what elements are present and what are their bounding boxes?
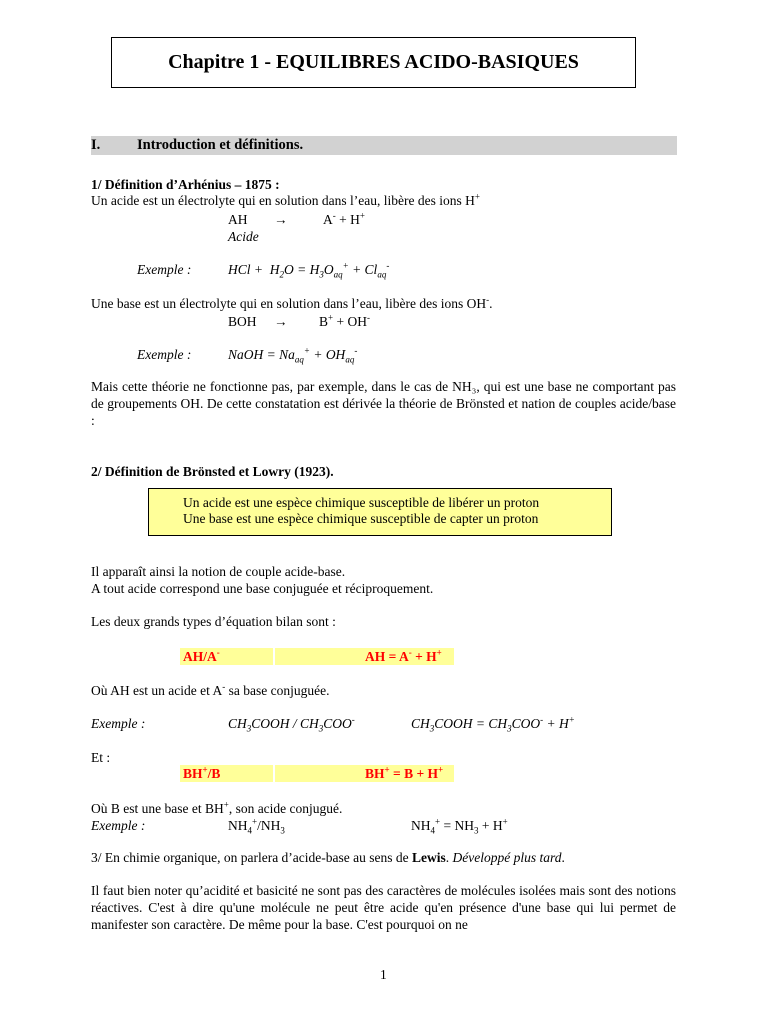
ammonium-equation: $NH_4^+ = NH_3 + H^+$ [411,816,508,836]
equation-types-intro: Les deux grands types d’équation bilan sont : [91,614,336,629]
type2-note: Où B est une base et BH+, son acide conjugué. [91,799,343,816]
example-label-3: Exemple : [91,716,146,731]
acid-label: Acide [228,229,259,244]
chapter-title: Chapitre 1 - EQUILIBRES ACIDO-BASIQUES [168,51,579,73]
closing-paragraph: Il faut bien noter qu’acidité et basicité ne sont pas des caractères de molécules isolées mais sont des notions réactives. C'est à dire qu'une molécule ne peut être acide qu'en présence d'une base qui lui permet de manifester son caractère. De même pour la base. C'est pourquoi on ne [91,883,676,932]
acid-equation-left: AH [228,212,248,227]
example-label-2: Exemple : [137,347,192,362]
type1-couple: AH/A- [183,647,220,664]
section-number: I. [91,137,101,153]
arrhenius-heading: 1/ Définition d’Arhénius – 1875 : [91,177,280,192]
base-equation-left: BOH [228,314,257,329]
example-label-4: Exemple : [91,818,146,833]
example-naoh-equation: NaOH = $Na_{aq}^+ + OH_{aq}^-$ [228,345,358,365]
arrow-icon: → [274,314,288,329]
et-label: Et : [91,750,111,765]
acetic-couple: $CH_3COOH / CH_3COO^-$ [228,714,355,734]
section-title: Introduction et définitions. [137,137,304,153]
type1-note: Où AH est un acide et A- sa base conjuguée. [91,681,330,698]
page-number: 1 [380,967,387,982]
base-equation-right: B+ + OH- [319,312,370,329]
couple-notion-line: Il apparaît ainsi la notion de couple acide-base. [91,564,346,579]
ammonium-couple: $NH_4^+/NH_3$ [228,816,285,836]
example-hcl-equation: HCl + $H_2O = H_3O_{aq}^+ + Cl_{aq}^-$ [228,260,390,280]
definition-box [148,488,612,536]
arrhenius-limitation-paragraph: Mais cette théorie ne fonctionne pas, par exemple, dans le cas de NH₃, qui est une base ne comportant pas de groupements OH. De cette constatation est dérivée la théorie de Brönsted et nation de couples acide/base : [91,379,676,428]
conjugate-line: A tout acide correspond une base conjuguée et réciproquement. [91,581,434,596]
base-definition-line: Une base est une espèce chimique susceptible de capter un proton [183,511,539,526]
acid-definition-line: Un acide est une espèce chimique susceptible de libérer un proton [183,495,540,510]
example-label-1: Exemple : [137,262,192,277]
arrow-icon: → [274,212,288,227]
type2-equation: BH+ = B + H+ [365,764,444,781]
arrhenius-acid-definition: Un acide est un électrolyte qui en solution dans l’eau, libère des ions H+ [91,191,480,208]
acid-equation-right: A- + H+ [323,210,365,227]
acetic-equation: $CH_3COOH = CH_3COO^- + H^+$ [411,714,575,734]
type1-equation: AH = A- + H+ [365,647,442,664]
bronsted-heading: 2/ Définition de Brönsted et Lowry (1923). [91,464,334,479]
arrhenius-base-definition: Une base est un électrolyte qui en solution dans l’eau, libère des ions OH-. [91,294,493,311]
lewis-line: 3/ En chimie organique, on parlera d’acide-base au sens de Lewis. Développé plus tard. [91,850,565,865]
chapter-title-box [111,37,636,88]
type2-couple: BH+/B [183,764,221,781]
